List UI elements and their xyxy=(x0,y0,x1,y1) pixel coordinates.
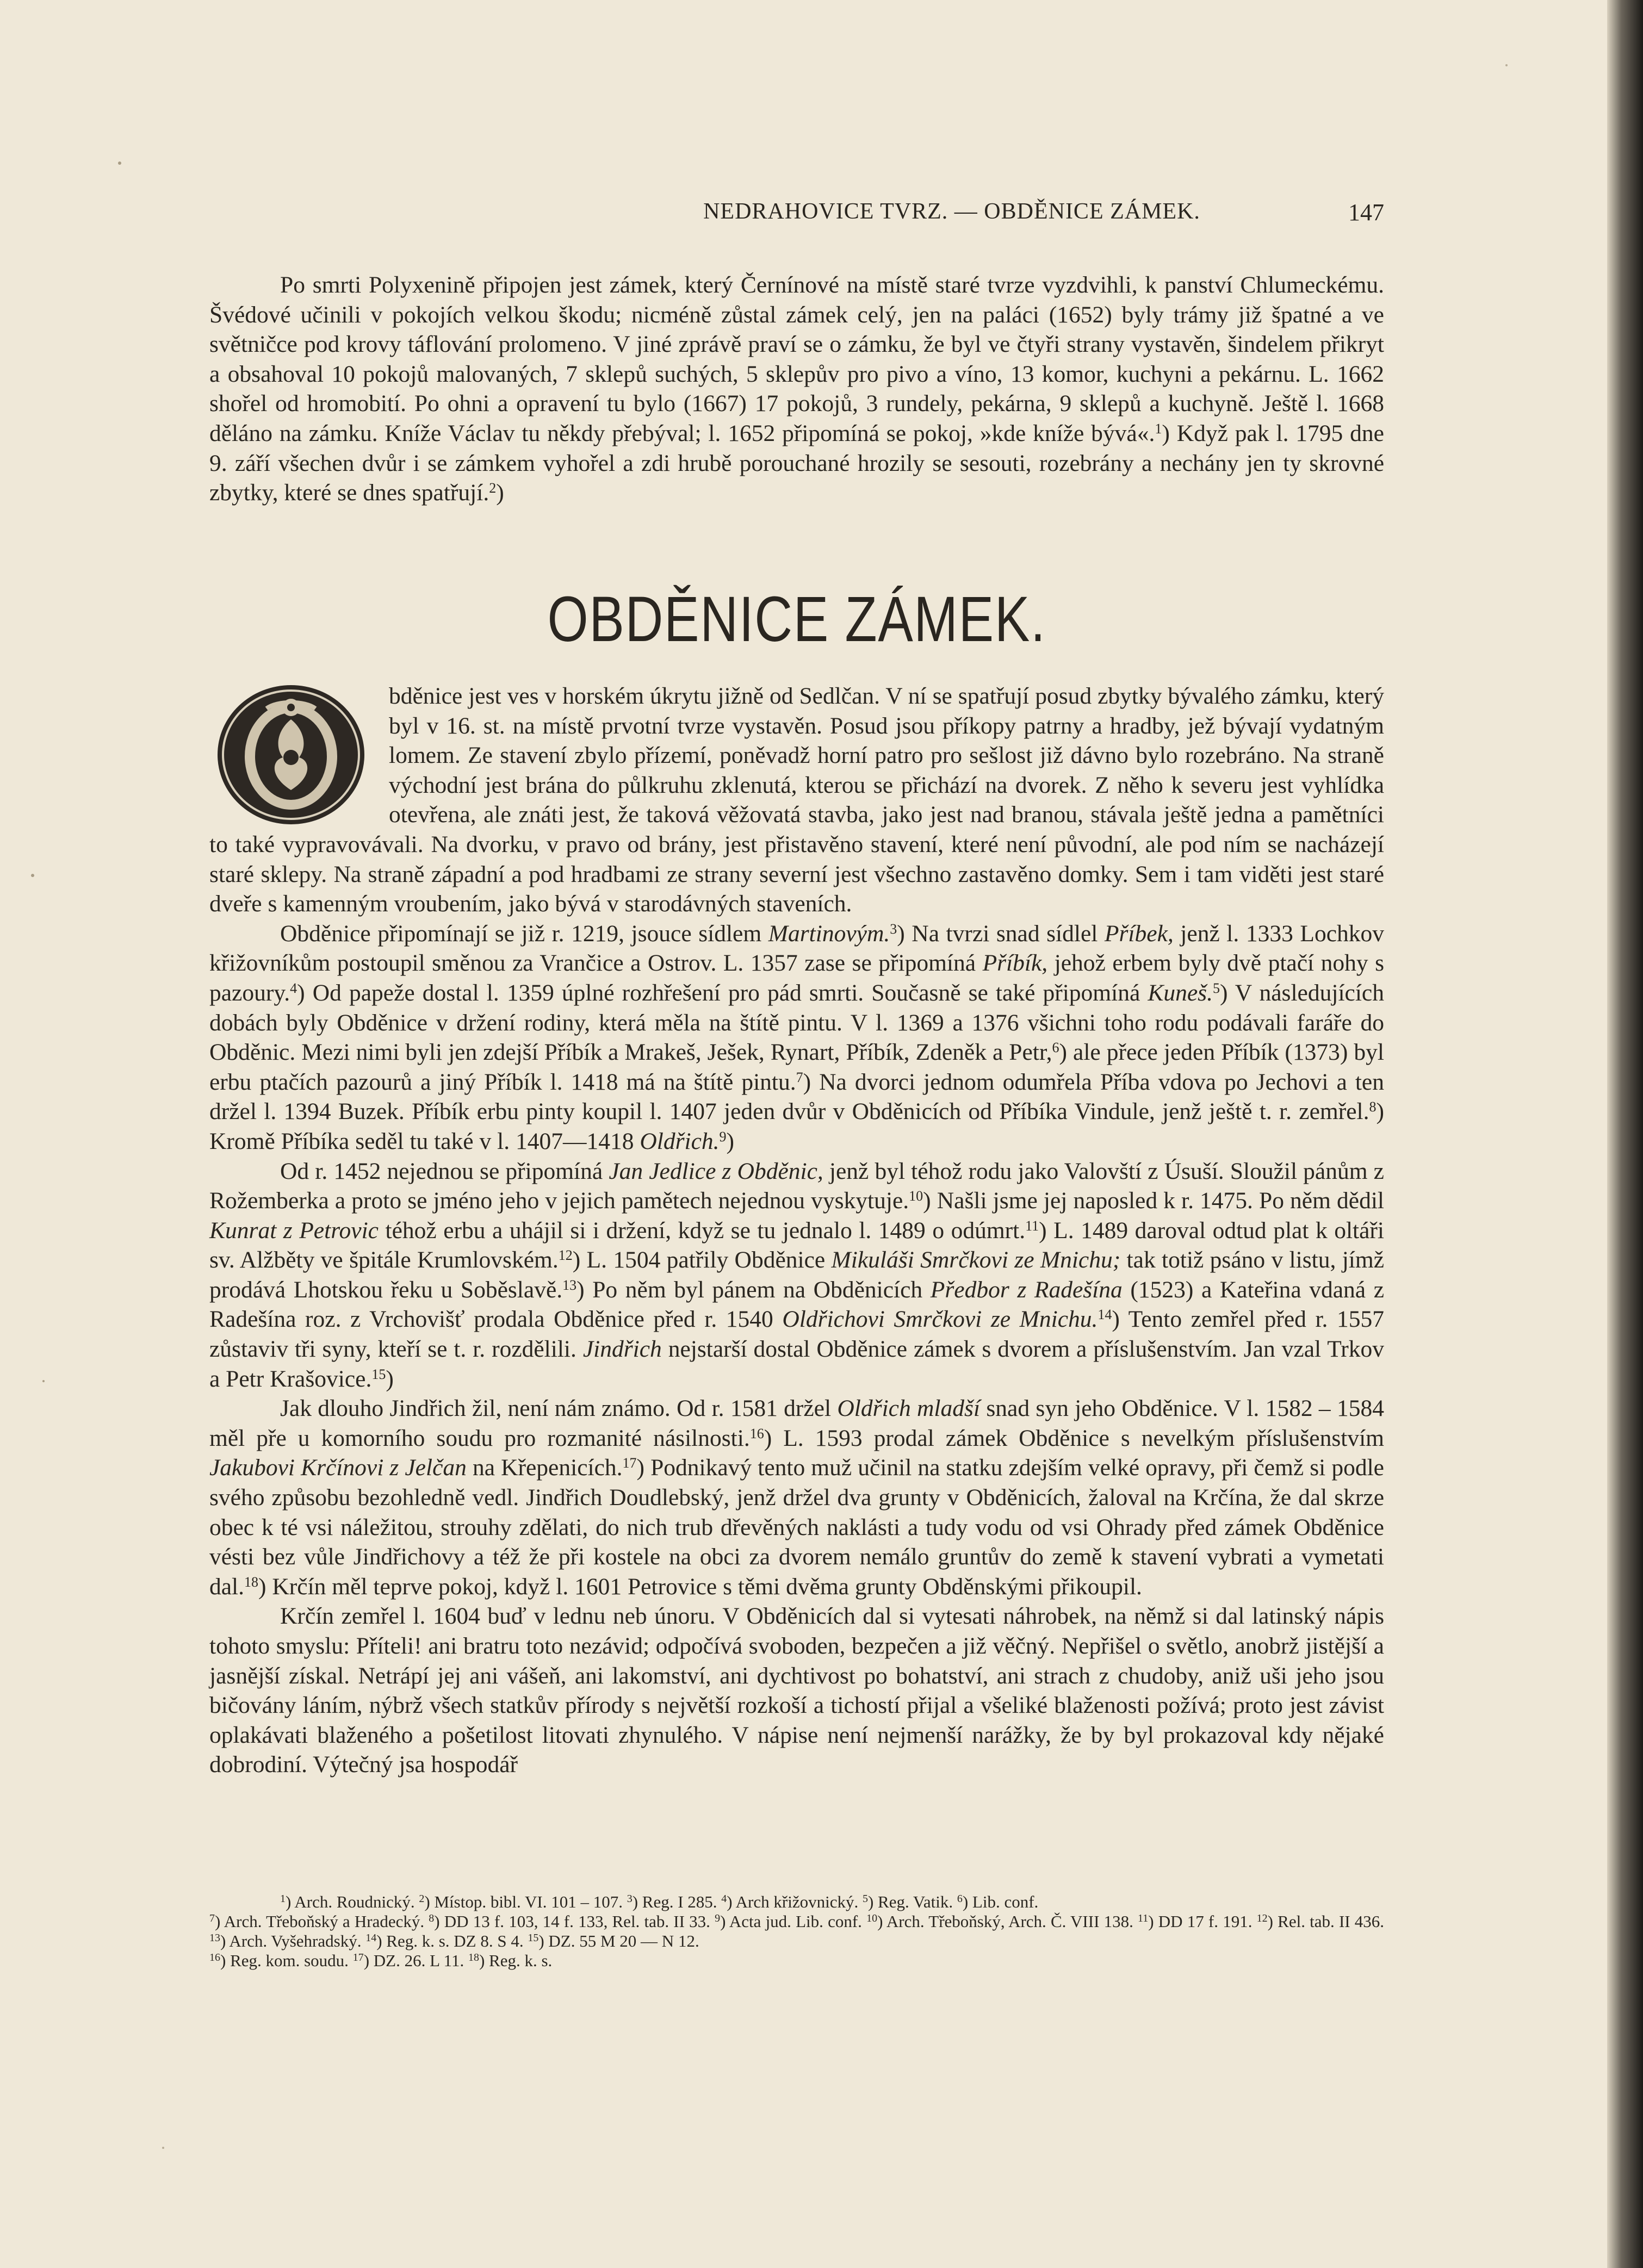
italic-name: Kuneš. xyxy=(1148,979,1213,1006)
footnote-text: ) Lib. conf. xyxy=(962,1892,1039,1911)
text-run: Jak dlouho Jindřich žil, není nám známo. Od r. 1581 držel xyxy=(280,1395,838,1422)
italic-name: Oldřichovi Smrčkovi ze Mnichu. xyxy=(782,1306,1098,1333)
footnote-text: ) Reg. kom. soudu. xyxy=(220,1951,353,1970)
text-run: ) Na tvrzi snad sídlel xyxy=(897,920,1105,947)
footnote-text: ) Arch. Vyšehradský. xyxy=(220,1931,366,1950)
footnote-number: 5 xyxy=(862,1893,868,1905)
obdenice-section xyxy=(209,681,1384,1780)
text-run: ) Krčín měl teprve pokoj, když l. 1601 Petrovice s těmi dvěma grunty Obděnskými přikoupil. xyxy=(258,1573,1142,1600)
footnote-text: ) Arch. Třeboňský, Arch. Č. VIII 138. xyxy=(877,1912,1138,1931)
italic-name: Předbor z Radešína xyxy=(930,1276,1123,1303)
decorated-initial-o xyxy=(209,681,373,828)
footnote-line xyxy=(209,1892,1384,1912)
text-run: ) xyxy=(496,480,504,506)
footnote-ref: 10 xyxy=(909,1188,923,1204)
footnote-text: ) Rel. tab. II 436. xyxy=(1267,1912,1385,1931)
italic-name: Příbek, xyxy=(1104,920,1174,947)
footnote-ref: 4 xyxy=(290,980,297,996)
footnote-ref: 12 xyxy=(558,1247,573,1264)
footnote-number: 15 xyxy=(528,1932,539,1944)
footnote-number: 10 xyxy=(866,1912,878,1924)
text-run: ) Když pak l. 1795 dne 9. září všechen dvůr i se zámkem vyhořel a zdi hrubě porouchané hrozily se sesouti, rozebrány a nechány jen ty skrovné zbytky, které se dnes spatřují. xyxy=(209,420,1384,506)
italic-name: Oldřich mladší xyxy=(837,1395,981,1422)
footnote-ref: 14 xyxy=(1098,1307,1112,1323)
paragraph xyxy=(209,919,1384,1157)
footnote-number: 17 xyxy=(352,1952,364,1963)
text-run: snad syn jeho Obděnice. V l. 1582 – 1584 měl pře u komorního soudu pro rozmanité násilnosti. xyxy=(209,1395,1384,1451)
footnote-ref: 18 xyxy=(244,1574,259,1590)
text-run: jenž l. 1333 Lochkov křižovníkům postoupil směnou za Vrančice a Ostrov. L. 1357 zase se připomíná xyxy=(209,920,1384,977)
text-run: ) L. 1504 patřily Obděnice xyxy=(572,1247,832,1273)
footnote-number: 8 xyxy=(429,1912,435,1924)
text-run: jenž byl téhož rodu jako Valovští z Úsuší. Sloužil pánům z Rožemberka a proto se jméno jeho v jejich pamětech nejednou vyskytuje. xyxy=(209,1158,1384,1214)
footnote-number: 7 xyxy=(209,1912,215,1924)
footnote-ref: 8 xyxy=(1369,1099,1377,1115)
text-run: Obděnice připomínají se již r. 1219, jsouce sídlem xyxy=(280,920,768,947)
text-run: ) Od papeže dostal l. 1359 úplné rozhřešení pro pád smrti. Současně se také připomíná xyxy=(297,979,1148,1006)
text-run: bděnice jest ves v horském úkrytu jižně od Sedlčan. V ní se spatřují posud zbytky bývalého zámku, který byl v 16. st. na místě prvotní tvrze vystavěn. Posud jsou příkopy patrny a hradby, jež bývají vydatným lomem. Ze stavení zbylo přízemí, poněvadž horní patro pro sešlost již dávno bylo rozebráno. Na straně východní jest brána do půlkruhu zklenutá, kterou se přichází na dvorek. Z něho k severu jest vyhlídka otevřena, ale znáti jest, že taková věžovatá stavba, jako jest nad branou, stávala ještě jedna a pamětníci to také vypravovávali. Na dvorku, v pravo od brány, jest přistavěno stavení, které není původní, ale pod ním se nacházejí staré sklepy. Na straně západní a pod hradbami ze strany severní jest všechno zastavěno domky. Sem i tam viděti jest staré dveře s kamenným vroubením, jako bývá v starodávných staveních. xyxy=(209,683,1384,917)
text-run: ) Tento zemřel před r. 1557 zůstaviv tři syny, kteří se t. r. rozdělili. xyxy=(209,1306,1384,1363)
footnote-ref: 17 xyxy=(622,1455,637,1471)
footnote-number: 6 xyxy=(957,1893,963,1905)
footnote-ref: 15 xyxy=(371,1366,386,1382)
italic-name: Jan Jedlice z Obděnic, xyxy=(609,1158,823,1184)
paragraph xyxy=(209,681,1384,919)
footnote-text: ) Acta jud. Lib. conf. xyxy=(720,1912,867,1931)
text-run: na Křepenicích. xyxy=(466,1455,623,1481)
footnote-ref: 13 xyxy=(562,1277,577,1293)
footnote-number: 2 xyxy=(419,1893,425,1905)
footnote-text: ) DZ. 26. L 11. xyxy=(363,1951,468,1970)
text-run: ) V následujících dobách byly Obděnice v držení rodiny, která měla na štítě pintu. V l. 1369 a 1376 všichni toho rodu podávali faráře do Obděnic. Mezi nimi byli jen zdejší Příbík a Mrakeš, Ješek, Rynart, Příbík, Zdeněk a Petr, xyxy=(209,979,1384,1066)
italic-name: Mikuláši Smrčkovi ze Mnichu; xyxy=(831,1247,1121,1273)
footnote-ref: 16 xyxy=(749,1425,764,1441)
italic-name: Kunrat z Petrovic xyxy=(209,1217,379,1244)
text-run: ) ale přece jeden Příbík (1373) byl erbu ptačích pazourů a jiný Příbík l. 1418 má na štítě pintu. xyxy=(209,1039,1384,1095)
footnote-text: ) Reg. Vatik. xyxy=(867,1892,957,1911)
footnote-ref: 6 xyxy=(1052,1040,1059,1056)
footnote-number: 4 xyxy=(721,1893,727,1905)
text-run: ) xyxy=(386,1365,394,1392)
text-run: ) Našli jsme jej naposled k r. 1475. Po něm dědil xyxy=(923,1188,1384,1214)
text-run: téhož erbu a uhájil si i držení, když se tu jednalo l. 1489 o odúmrt. xyxy=(378,1217,1026,1244)
footnote-line xyxy=(209,1912,1384,1951)
footnote-number: 9 xyxy=(715,1912,721,1924)
footnote-number: 12 xyxy=(1256,1912,1268,1924)
footnote-text: ) Místop. bibl. VI. 101 – 107. xyxy=(424,1892,627,1911)
footnote-text: ) Reg. k. s. xyxy=(479,1951,553,1970)
italic-name: Martinovým. xyxy=(768,920,890,947)
footnote-text: ) DZ. 55 M 20 — N 12. xyxy=(538,1931,699,1950)
footnote-text: ) DD 13 f. 103, 14 f. 133, Rel. tab. II 33. xyxy=(434,1912,715,1931)
text-run: ) L. 1489 daroval odtud plat k oltáři sv. Alžběty ve špitále Krumlovském. xyxy=(209,1217,1385,1273)
page-number: 147 xyxy=(1348,199,1384,226)
running-title: NEDRAHOVICE TVRZ. — OBDĚNICE ZÁMEK. xyxy=(703,199,1200,224)
footnote-text: ) Reg. I 285. xyxy=(632,1892,722,1911)
footnote-number: 14 xyxy=(365,1932,377,1944)
footnote-number: 18 xyxy=(468,1952,479,1963)
text-run: nejstarší dostal Obděnice zámek s dvorem a příslušenstvím. Jan vzal Trkov a Petr Krašovice. xyxy=(209,1336,1384,1392)
footnote-number: 13 xyxy=(209,1932,220,1944)
paragraph xyxy=(209,1601,1384,1780)
paragraph xyxy=(209,270,1384,508)
text-run: (1523) a Kateřina vdaná z Radešína roz. z Vrchovišť prodala Obděnice před r. 1540 xyxy=(209,1276,1384,1333)
italic-name: Jakubovi Krčínovi z Jelčan xyxy=(209,1455,467,1481)
italic-name: Oldřich. xyxy=(640,1128,720,1154)
footnote-ref: 2 xyxy=(489,480,497,496)
footnote-ref: 1 xyxy=(1155,420,1162,437)
footnote-number: 16 xyxy=(209,1952,220,1963)
text-run: Od r. 1452 nejednou se připomíná xyxy=(280,1158,609,1184)
footnote-ref: 11 xyxy=(1025,1217,1039,1234)
footnote-number: 11 xyxy=(1138,1912,1149,1924)
footnote-text: ) DD 17 f. 191. xyxy=(1148,1912,1257,1931)
text-run: tak totiž psáno v listu, jímž prodává Lhotskou řeku u Soběslavě. xyxy=(209,1247,1385,1303)
text-run: Krčín zemřel l. 1604 buď v lednu neb únoru. V Obděnicích dal si vytesati náhrobek, na němž si dal latinský nápis tohoto smyslu: Příteli! ani bratru toto nezávid; odpočívá svoboden, bezpečen a již věčný. Nepřišel o světlo, anobrž jistější a jasnější získal. Netrápí jej ani vášeň, ani lakomství, ani dychtivost po bohatství, ani strach z chudoby, aniž uši jeho jsou bičovány láním, nýbrž všech statkův přírody s největší rozkoší a tichostí přijal a všeliké blaženosti požívá; proto jest závist oplakávati blaženého a pošetilost litovati zhynulého. V nápise není nejmenší narážky, že by byl prokazoval kdy nějaké dobrodiní. Výtečný jsa hospodář xyxy=(209,1603,1384,1778)
intro-section xyxy=(209,270,1384,508)
text-run: jehož erbem byly dvě ptačí nohy s pazoury. xyxy=(209,950,1384,1006)
page-edge-shadow xyxy=(1607,0,1643,2268)
footnote-ref: 9 xyxy=(719,1128,727,1145)
footnote-number: 1 xyxy=(280,1893,286,1905)
footnote-text: ) Arch křižovnický. xyxy=(727,1892,863,1911)
text-run: ) L. 1593 prodal zámek Obděnice s nevelkým příslušenstvím xyxy=(764,1425,1385,1451)
footnote-text: ) Arch. Třeboňský a Hradecký. xyxy=(215,1912,429,1931)
text-run: ) Na dvorci jednom odumřela Příba vdova po Jechovi a ten držel l. 1394 Buzek. Příbík erbu pinty koupil l. 1407 jeden dvůr v Obděnicích od Příbíka Vindule, jenž ještě t. r. zemřel. xyxy=(209,1068,1384,1125)
footnote-number: 3 xyxy=(627,1893,633,1905)
ornament-initial-icon xyxy=(209,681,373,828)
text-run: Po smrti Polyxenině připojen jest zámek, který Černínové na místě staré tvrze vyzdvihli, k panství Chlumeckému. Švédové učinili v pokojích velkou škodu; nicméně zůstal zámek celý, jen na paláci (1652) byly trámy již špatné a ve světničce pod krovy táflování prolomeno. V jiné zprávě praví se o zámku, že byl ve čtyři strany vystavěn, šindelem přikryt a obsahoval 10 pokojů malovaných, 7 sklepů suchých, 5 sklepův pro pivo a víno, 13 komor, kuchyni a pekárnu. L. 1662 shořel od hromobití. Po ohni a opravení tu bylo (1667) 17 pokojů, 3 rundely, pekárna, 9 sklepů a kuchyně. Ještě l. 1668 děláno na zámku. Kníže Václav tu někdy přebýval; l. 1652 připomíná se pokoj, »kde kníže bývá«. xyxy=(209,272,1384,446)
text-run: ) Podnikavý tento muž učinil na statku zdejším velké opravy, při čemž si podle svého způsobu bezohledně vedl. Jindřich Doudlebský, jenž držel dva grunty v Obděnicích, žaloval na Krčína, že dal skrze obec k té vsi náležitou, strouhy zdělati, do nich trub dřevěných naklásti a tudy vodu od vsi Ohrady před zámek Obděnice vésti bez vůle Jindřichovy a též že při kostele na obci za dvorem nemálo gruntův do země k stavení vybrati a vymetati dal. xyxy=(209,1455,1384,1600)
footnote-text: ) Reg. k. s. DZ 8. S 4. xyxy=(376,1931,528,1950)
footnote-ref: 5 xyxy=(1212,980,1220,996)
footnote-ref: 7 xyxy=(796,1069,803,1085)
section-title: OBDĚNICE ZÁMEK. xyxy=(547,583,1046,655)
footnote-text: ) Arch. Roudnický. xyxy=(286,1892,419,1911)
italic-name: Jindřich xyxy=(582,1336,662,1363)
footnotes xyxy=(209,1887,1384,1971)
footnote-line xyxy=(209,1951,1384,1971)
text-run: ) xyxy=(726,1128,735,1154)
text-run: ) Kromě Příbíka seděl tu také v l. 1407—1418 xyxy=(209,1098,1384,1154)
paragraph xyxy=(209,1157,1384,1394)
italic-name: Příbík, xyxy=(982,950,1048,977)
paragraph xyxy=(209,1394,1384,1601)
footnote-ref: 3 xyxy=(890,921,897,937)
text-run: ) Po něm byl pánem na Obděnicích xyxy=(576,1276,931,1303)
